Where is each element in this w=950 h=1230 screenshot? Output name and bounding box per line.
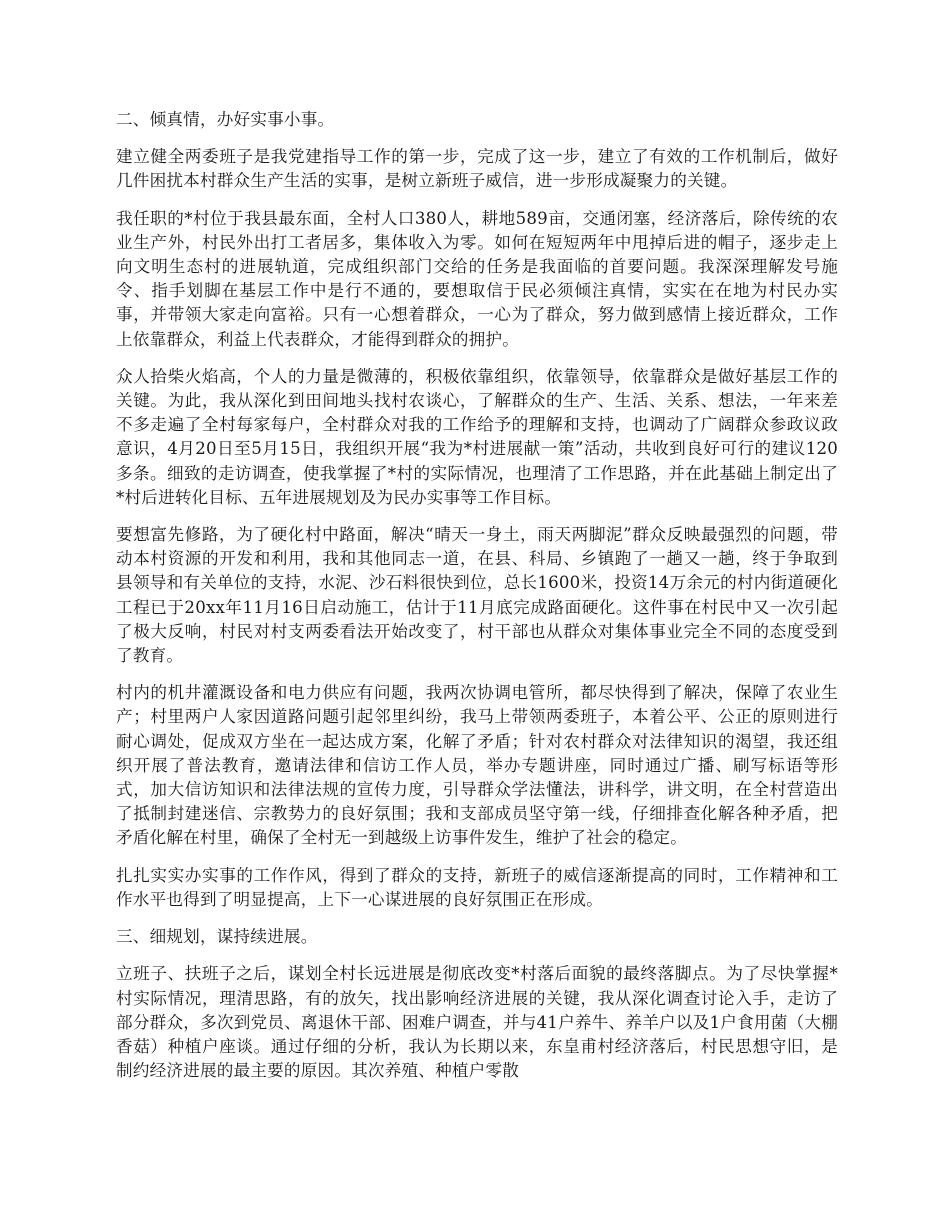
section-heading-2: 二、倾真情，办好实事小事。	[116, 110, 335, 129]
paragraph-6: 扎扎实实办实事的工作作风，得到了群众的支持，新班子的威信逐渐提高的同时，工作精神和工作水平也得到了明显提高，上下一心谋进展的良好氛围正在形成。	[116, 865, 838, 909]
paragraph-2: 我任职的*村位于我县最东面，全村人口380人，耕地589亩，交通闭塞，经济落后，除传统的农业生产外，村民外出打工者居多，集体收入为零。如何在短短两年中甩掉后进的帽子，逐步走上向文明生态村的进展轨道，完成组织部门交给的任务是我面临的首要问题。我深深理解发号施令、指手划脚在基层工作中是行不通的，要想取信于民必须倾注真情，实实在在地为村民办实事，并带领大家走向富裕。只有一心想着群众，一心为了群众，努力做到感情上接近群众，工作上依靠群众，利益上代表群众，才能得到群众的拥护。	[116, 208, 838, 349]
paragraph-1: 建立健全两委班子是我党建指导工作的第一步，完成了这一步，建立了有效的工作机制后，做好几件困扰本村群众生产生活的实事，是树立新班子威信，进一步形成凝聚力的关键。	[116, 147, 838, 191]
paragraph-7: 立班子、扶班子之后，谋划全村长远进展是彻底改变*村落后面貌的最终落脚点。为了尽快掌握*村实际情况，理清思路，有的放矢，找出影响经济进展的关键，我从深化调查讨论入手，走访了部分群众，多次到党员、离退休干部、困难户调查，并与41户养牛、养羊户以及1户食用菌（大棚香菇）种植户座谈。通过仔细的分析，我认为长期以来，东皇甫村经济落后，村民思想守旧，是制约经济进展的最主要的原因。其次养殖、种植户零散	[116, 964, 838, 1081]
paragraph-4: 要想富先修路，为了硬化村中路面，解决“晴天一身土，雨天两脚泥”群众反映最强烈的问题，带动本村资源的开发和利用，我和其他同志一道，在县、科局、乡镇跑了一趟又一趟，终于争取到县领导和有关单位的支持，水泥、沙石料很快到位，总长1600米，投资14万余元的村内街道硬化工程已于20xx年11月16日启动施工，估计于11月底完成路面硬化。这件事在村民中又一次引起了极大反响，村民对村支两委看法开始改变了，村干部也从群众对集体事业完全不同的态度受到了教育。	[116, 525, 838, 666]
paragraph-5: 村内的机井灌溉设备和电力供应有问题，我两次协调电管所，都尽快得到了解决，保障了农业生产；村里两户人家因道路问题引起邻里纠纷，我马上带领两委班子，本着公平、公正的原则进行耐心调处，促成双方坐在一起达成方案，化解了矛盾；针对农村群众对法律知识的渴望，我还组织开展了普法教育，邀请法律和信访工作人员，举办专题讲座，同时通过广播、刷写标语等形式，加大信访知识和法律法规的宣传力度，引导群众学法懂法，讲科学，讲文明，在全村营造出了抵制封建迷信、宗教势力的良好氛围；我和支部成员坚守第一线，仔细排查化解各种矛盾，把矛盾化解在村里，确保了全村无一到越级上访事件发生，维护了社会的稳定。	[116, 683, 838, 848]
section-heading-3: 三、细规划，谋持续进展。	[116, 927, 318, 947]
paragraph-3: 众人拾柴火焰高，个人的力量是微薄的，积极依靠组织，依靠领导，依靠群众是做好基层工作的关键。为此，我从深化到田间地头找村农谈心，了解群众的生产、生活、关系、想法，一年来差不多走遍了全村每家每户，全村群众对我的工作给予的理解和支持，也调动了广阔群众参政议政意识，4月20日至5月15日，我组织开展“我为*村进展献一策”活动，共收到良好可行的建议120多条。细致的走访调查，使我掌握了*村的实际情况，也理清了工作思路，并在此基础上制定出了*村后进转化目标、五年进展规划及为民办实事等工作目标。	[116, 366, 838, 507]
document-page	[116, 108, 838, 1096]
